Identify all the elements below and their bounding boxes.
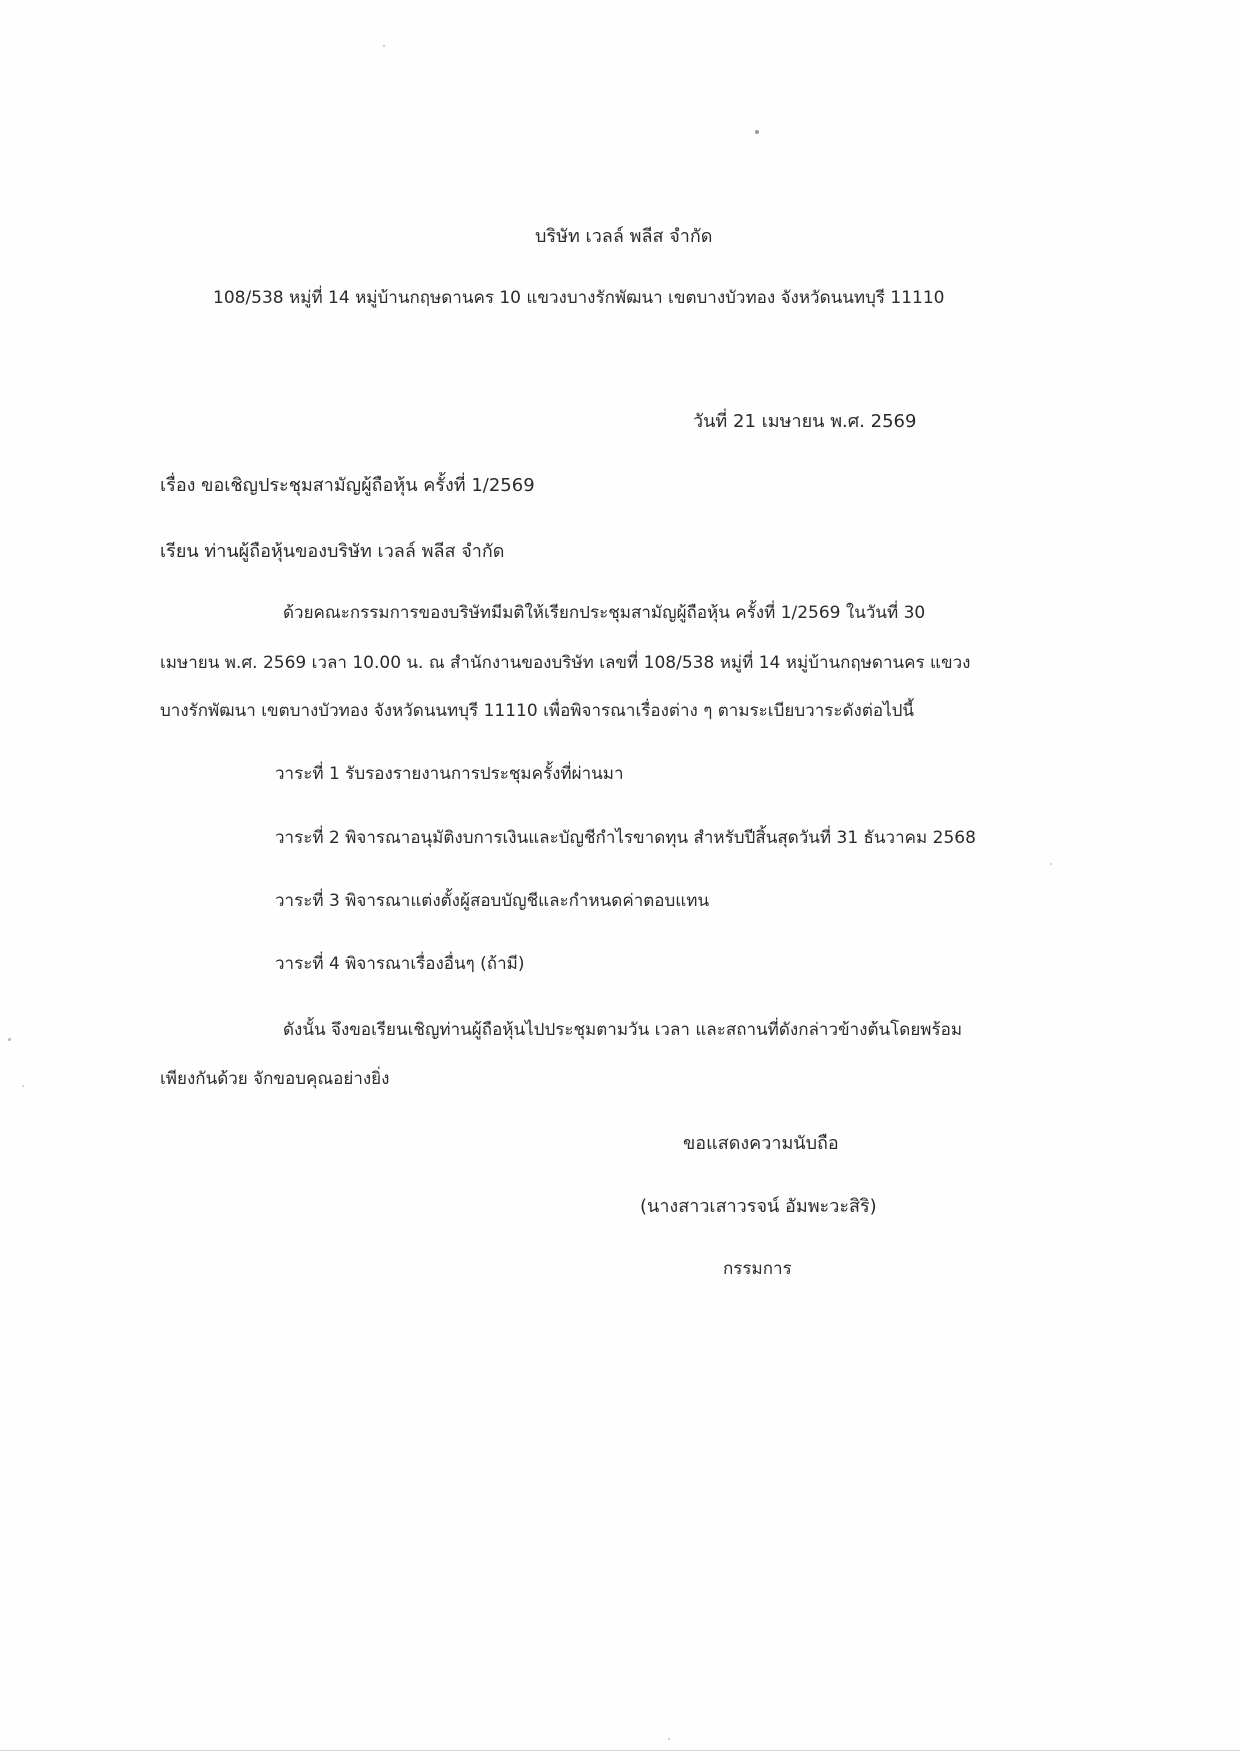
- scan-speck: [668, 1738, 670, 1740]
- signatory-name: (นางสาวเสาวรจน์ อัมพะวะสิริ): [640, 1196, 877, 1217]
- closing-line: เพียงกันด้วย จักขอบคุณอย่างยิ่ง: [160, 1069, 390, 1089]
- body-line: ด้วยคณะกรรมการของบริษัทมีมติให้เรียกประชุมสามัญผู้ถือหุ้น ครั้งที่ 1/2569 ในวันที่ 30: [283, 603, 926, 623]
- scan-speck: [755, 130, 759, 134]
- scan-speck: [383, 45, 385, 47]
- body-line: บางรักพัฒนา เขตบางบัวทอง จังหวัดนนทบุรี 11110 เพื่อพิจารณาเรื่องต่าง ๆ ตามระเบียบวาระดังต่อไปนี้: [160, 701, 915, 721]
- agenda-item: วาระที่ 3 พิจารณาแต่งตั้งผู้สอบบัญชีและกำหนดค่าตอบแทน: [275, 891, 710, 911]
- letter-date: วันที่ 21 เมษายน พ.ศ. 2569: [693, 411, 917, 432]
- letter-recipient: เรียน ท่านผู้ถือหุ้นของบริษัท เวลล์ พลีส จำกัด: [160, 541, 505, 562]
- scan-speck: [8, 1038, 11, 1041]
- letter-subject: เรื่อง ขอเชิญประชุมสามัญผู้ถือหุ้น ครั้งที่ 1/2569: [160, 475, 535, 496]
- scan-speck: [22, 1085, 24, 1087]
- salutation: ขอแสดงความนับถือ: [683, 1133, 839, 1154]
- scan-edge-line: [0, 1750, 1240, 1751]
- body-line: เมษายน พ.ศ. 2569 เวลา 10.00 น. ณ สำนักงานของบริษัท เลขที่ 108/538 หมู่ที่ 14 หมู่บ้านกฤษดานคร แขวง: [160, 653, 971, 673]
- company-address: 108/538 หมู่ที่ 14 หมู่บ้านกฤษดานคร 10 แขวงบางรักพัฒนา เขตบางบัวทอง จังหวัดนนทบุรี 11110: [213, 288, 945, 308]
- company-name: บริษัท เวลล์ พลีส จำกัด: [535, 226, 713, 247]
- agenda-item: วาระที่ 2 พิจารณาอนุมัติงบการเงินและบัญชีกำไรขาดทุน สำหรับปีสิ้นสุดวันที่ 31 ธันวาคม 2568: [275, 828, 976, 848]
- agenda-item: วาระที่ 4 พิจารณาเรื่องอื่นๆ (ถ้ามี): [275, 954, 525, 974]
- scan-speck: [1050, 863, 1052, 865]
- closing-line: ดังนั้น จึงขอเรียนเชิญท่านผู้ถือหุ้นไปประชุมตามวัน เวลา และสถานที่ดังกล่าวข้างต้นโดยพร้อม: [283, 1020, 963, 1040]
- signatory-title: กรรมการ: [723, 1259, 792, 1279]
- agenda-item: วาระที่ 1 รับรองรายงานการประชุมครั้งที่ผ่านมา: [275, 764, 624, 784]
